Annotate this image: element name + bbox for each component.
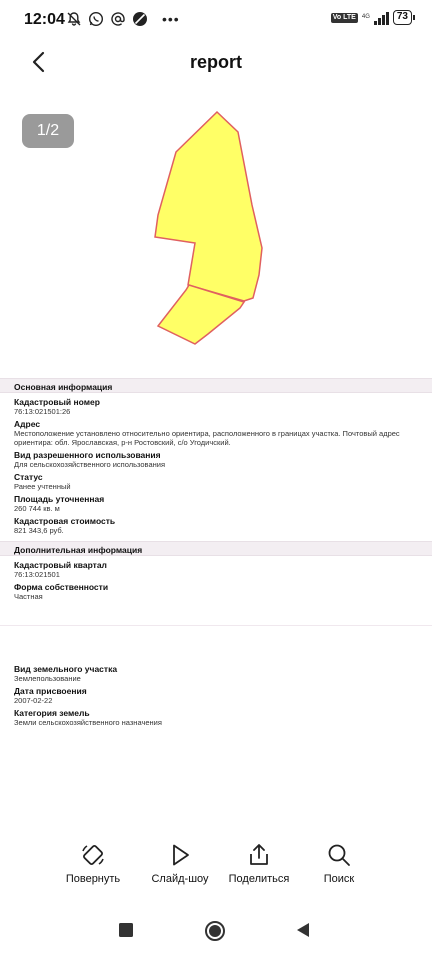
at-icon [110,11,126,27]
field-label: Кадастровый номер [14,397,100,407]
field-value: 821 343,6 руб. [14,526,64,535]
field-assignment-date [0,686,432,705]
field-address [0,419,432,447]
field-value: 76:13:021501:26 [14,407,71,416]
field-cadastral-quarter [0,560,432,579]
field-value: Для сельскохозяйственного использования [14,460,166,469]
whatsapp-icon [88,11,104,27]
parcel-shape-north [155,112,262,301]
field-value: 2007-02-22 [14,696,53,705]
search-button[interactable] [294,842,384,885]
back-icon[interactable] [295,922,311,938]
field-cadastral-number [0,397,432,416]
share-label: Поделиться [228,873,290,885]
field-cadastral-value [0,516,432,535]
field-value: Земли сельскохозяйственного назначения [14,718,162,727]
status-right-icons [331,10,412,25]
field-label: Вид земельного участка [14,664,118,674]
field-value: Местоположение установлено относительно ориентира, расположенного в границах участка. Почтовый адрес ориентира: обл. Ярославская, р-н Ростовский, с/о Угодичский. [14,429,400,447]
app-header [0,40,432,84]
more-notifications-icon: ••• [162,11,180,27]
slideshow-label: Слайд-шоу [151,873,209,885]
network-type: 4G [361,14,370,20]
rotate-label: Повернуть [65,873,121,885]
mute-bell-icon [66,11,82,27]
field-label: Площадь уточненная [14,494,105,504]
section-main-info: Основная информация [0,378,432,393]
home-icon[interactable] [204,920,226,942]
circle-slash-icon [132,11,148,27]
status-left-icons [66,11,180,27]
field-label: Кадастровая стоимость [14,516,116,526]
field-label: Статус [14,472,43,482]
rotate-icon [80,842,106,868]
field-permitted-use [0,450,432,469]
recent-apps-icon[interactable] [118,922,134,938]
status-bar [0,0,432,40]
field-label: Категория земель [14,708,90,718]
report-content [0,378,432,727]
field-label: Кадастровый квартал [14,560,107,570]
rotate-button[interactable] [48,842,138,885]
page-indicator: 1/2 [22,114,74,148]
slideshow-button[interactable] [135,842,225,885]
section-additional-info: Дополнительная информация [0,541,432,556]
field-ownership [0,582,432,601]
battery-icon: 73 [393,10,412,25]
signal-icon [374,11,389,25]
bottom-toolbar [0,842,432,898]
field-land-type [0,664,432,683]
field-value: Частная [14,592,43,601]
status-time: 12:04 [24,11,65,28]
page-title: report [189,52,242,72]
field-value: Землепользование [14,674,81,683]
field-land-category [0,708,432,727]
share-icon [246,842,272,868]
field-value: 76:13:021501 [14,570,60,579]
page-separator [0,601,432,626]
field-label: Дата присвоения [14,686,87,696]
field-label: Вид разрешенного использования [14,450,161,460]
field-status [0,472,432,491]
field-label: Форма собственности [14,582,109,592]
play-icon [167,842,193,868]
search-icon [326,842,352,868]
field-label: Адрес [14,419,41,429]
volte-icon: Vo LTE [332,13,356,21]
system-nav-bar [0,904,432,960]
field-value: 260 744 кв. м [14,504,60,513]
field-value: Ранее учтенный [14,482,71,491]
share-button[interactable] [214,842,304,885]
field-area [0,494,432,513]
search-label: Поиск [323,873,355,885]
